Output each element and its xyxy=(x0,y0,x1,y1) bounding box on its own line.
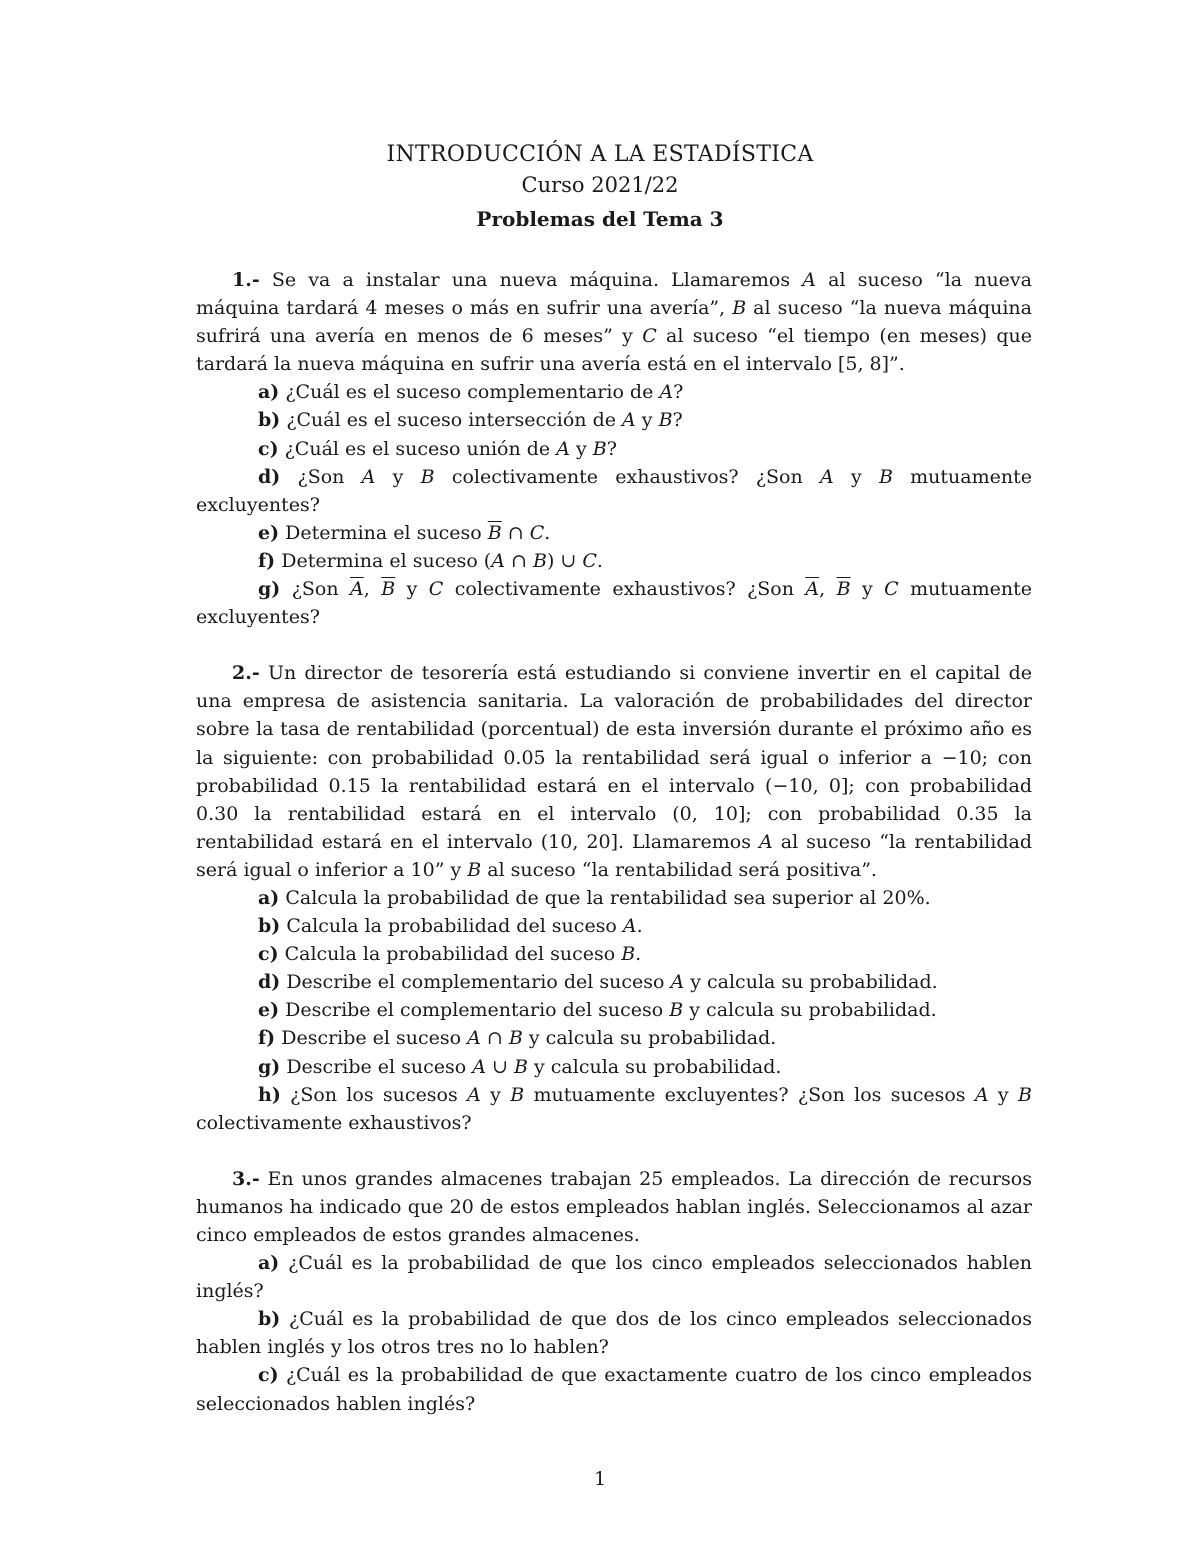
text-run: , xyxy=(363,578,382,601)
problem-subitem xyxy=(196,912,1032,940)
text-run: Describe el complementario del suceso xyxy=(279,999,670,1022)
problem-subitem xyxy=(196,1305,1032,1361)
problem-subitem xyxy=(196,463,1032,519)
text-run: al suceso “la nueva máquina sufrirá una avería en menos de 6 meses” y xyxy=(196,297,1032,348)
text-run: Calcula la probabilidad del suceso xyxy=(278,943,622,966)
text-run: Describe el suceso xyxy=(275,1027,468,1050)
course-label: Curso 2021/22 xyxy=(521,173,679,197)
problem-subitem xyxy=(196,940,1032,968)
text-run: ? xyxy=(606,437,617,460)
math-variable: A xyxy=(472,1055,486,1078)
math-variable: B xyxy=(878,465,893,488)
math-variable: A xyxy=(622,915,637,938)
text-run: y xyxy=(569,437,593,460)
text-run: ∩ xyxy=(501,521,530,544)
subitem-label: c) xyxy=(258,437,279,460)
problem-gap xyxy=(196,1137,1032,1165)
subitem-label: f) xyxy=(258,1027,276,1050)
math-variable: A xyxy=(467,1027,481,1050)
text-run: ¿Cuál es la probabilidad de que dos de los cinco empleados seleccionados hablen inglés y los otros tres no lo hablen? xyxy=(196,1308,1032,1359)
subitem-label: g) xyxy=(258,578,281,601)
subitem-label: e) xyxy=(258,521,280,544)
math-variable: B xyxy=(1018,1083,1032,1106)
math-complement: $\overline{B}$ xyxy=(836,578,851,601)
text-run: al suceso “la nueva máquina tardará 4 meses o más en sufrir una avería”, xyxy=(196,269,1032,320)
text-run: ¿Son xyxy=(280,465,362,488)
document-title: INTRODUCCIÓN A LA ESTADÍSTICA xyxy=(386,142,814,167)
problem-list xyxy=(196,266,1032,1418)
problem-subitem xyxy=(196,1024,1032,1052)
text-run: y xyxy=(635,409,659,432)
page-number: 1 xyxy=(593,1468,607,1490)
math-variable: B xyxy=(669,999,684,1022)
math-variable: A xyxy=(556,437,570,460)
text-run: y calcula su probabilidad. xyxy=(683,999,937,1022)
problem-subitem xyxy=(196,996,1032,1024)
problem-subitem xyxy=(196,968,1032,996)
subitem-label: a) xyxy=(258,1252,280,1275)
math-complement: $\overline{A}$ xyxy=(805,578,820,601)
subitem-label: b) xyxy=(258,1308,281,1331)
math-variable: A xyxy=(670,971,685,994)
subitem-label: c) xyxy=(258,943,279,966)
problem-subitem xyxy=(196,1053,1032,1081)
math-variable: C xyxy=(642,325,657,348)
math-variable: B xyxy=(658,409,673,432)
problem-statement xyxy=(196,1165,1032,1249)
text-run: ¿Cuál es el suceso unión de xyxy=(278,437,557,460)
text-run: Describe el suceso xyxy=(280,1055,473,1078)
text-run: ¿Cuál es el suceso complementario de xyxy=(279,381,660,404)
problem-subitem xyxy=(196,547,1032,575)
math-complement: $\overline{B}$ xyxy=(487,521,502,544)
math-variable: B xyxy=(514,1055,528,1078)
text-run: mutuamente excluyentes? xyxy=(196,578,1032,629)
problem-subitem xyxy=(196,575,1032,631)
text-run: ∩ xyxy=(504,549,533,572)
problem-subitem xyxy=(196,378,1032,406)
text-run: . xyxy=(635,943,642,966)
math-variable: C xyxy=(428,578,444,601)
text-run: Se va a instalar una nueva máquina. Llamaremos xyxy=(259,269,803,291)
text-run: mutuamente excluyentes? xyxy=(196,465,1032,516)
problem-statement xyxy=(196,266,1032,378)
math-complement: $\overline{B}$ xyxy=(381,578,396,601)
text-run: Calcula la probabilidad de que la rentabilidad sea superior al 20%. xyxy=(279,886,931,909)
problem-subitem xyxy=(196,884,1032,912)
subitem-label: a) xyxy=(258,886,280,909)
subitem-label: h) xyxy=(258,1083,281,1106)
math-variable: B xyxy=(510,1083,525,1106)
text-run: colectivamente exhaustivos? ¿Son xyxy=(443,578,806,601)
problem-number: 2.- xyxy=(232,662,260,685)
problem-number: 1.- xyxy=(232,269,260,291)
text-run: mutuamente excluyentes? ¿Son los sucesos xyxy=(524,1083,975,1106)
problem-subitem xyxy=(196,1249,1032,1305)
subitem-label: d) xyxy=(258,465,281,488)
math-variable: A xyxy=(802,269,816,291)
text-run: al suceso “la rentabilidad será igual o inferior a 10” y xyxy=(196,830,1032,881)
math-variable: C xyxy=(582,549,597,572)
problem-subitem xyxy=(196,1081,1032,1137)
math-variable: B xyxy=(532,549,547,572)
subitem-label: d) xyxy=(258,971,281,994)
math-variable: A xyxy=(467,1083,481,1106)
document-subtitle: Problemas del Tema 3 xyxy=(476,207,724,231)
text-run: ? xyxy=(673,381,684,404)
text-run: ? xyxy=(672,409,683,432)
subitem-label: b) xyxy=(258,915,281,938)
text-run: al suceso “la rentabilidad será positiva”. xyxy=(481,858,877,881)
text-run: y xyxy=(395,578,429,601)
text-run: y xyxy=(375,465,421,488)
problem-subitem xyxy=(196,435,1032,463)
problem-number: 3.- xyxy=(232,1167,260,1190)
text-run: ¿Son los sucesos xyxy=(280,1083,468,1106)
text-run: y xyxy=(480,1083,511,1106)
subitem-label: e) xyxy=(258,999,280,1022)
problem-subitem xyxy=(196,406,1032,434)
math-variable: A xyxy=(361,465,376,488)
math-variable: B xyxy=(420,465,435,488)
text-run: ¿Cuál es la probabilidad de que exactamente cuatro de los cinco empleados seleccionados hablen inglés? xyxy=(196,1364,1032,1415)
text-run: ¿Cuál es el suceso intersección de xyxy=(280,409,623,432)
text-run: Un director de tesorería está estudiando si conviene invertir en el capital de una empresa de asistencia sanitaria. La valoración de probabilidades del director sobre la tasa de rentabilidad (porcentual) de esta inversión durante el próximo año es la siguiente: con probabilidad 0.05 la rentabilidad será igual o inferior a −10; con probabilidad 0.15 la rentabilidad estará en el intervalo (−10, 0]; con probabilidad 0.30 la rentabilidad estará en el intervalo (0, 10]; con probabilidad 0.35 la rentabilidad estará en el intervalo (10, 20]. Llamaremos xyxy=(196,662,1032,853)
problem-statement xyxy=(196,659,1032,884)
text-run: En unos grandes almacenes trabajan 25 empleados. La dirección de recursos humanos ha indicado que 20 de estos empleados hablan inglés. Seleccionamos al azar cinco empleados de estos grandes almacenes. xyxy=(196,1167,1032,1246)
math-variable: B xyxy=(592,437,607,460)
math-variable: C xyxy=(529,521,545,544)
text-run: ¿Son xyxy=(280,578,351,601)
math-variable: B xyxy=(621,943,636,966)
problem-gap xyxy=(196,631,1032,659)
text-run: ∩ xyxy=(480,1027,509,1050)
math-variable: A xyxy=(819,465,834,488)
math-variable: A xyxy=(622,409,636,432)
text-run: . xyxy=(596,549,603,572)
text-run: . xyxy=(544,521,551,544)
subitem-label: b) xyxy=(258,409,281,432)
text-run: . xyxy=(636,915,643,938)
text-run: y xyxy=(833,465,879,488)
text-run: y calcula su probabilidad. xyxy=(527,1055,782,1078)
math-variable: C xyxy=(884,578,899,601)
math-variable: B xyxy=(508,1027,523,1050)
text-run: Describe el complementario del suceso xyxy=(280,971,671,994)
text-run: y xyxy=(850,578,885,601)
text-run: Calcula la probabilidad del suceso xyxy=(280,915,623,938)
text-run: y calcula su probabilidad. xyxy=(684,971,938,994)
text-run: ∪ xyxy=(486,1055,514,1078)
problem-subitem xyxy=(196,1361,1032,1417)
text-run: colectivamente exhaustivos? xyxy=(196,1111,472,1134)
subitem-label: a) xyxy=(258,381,280,404)
math-variable: A xyxy=(974,1083,989,1106)
math-variable: A xyxy=(491,549,505,572)
math-variable: A xyxy=(758,830,773,853)
text-run: y xyxy=(988,1083,1018,1106)
problem-subitem xyxy=(196,519,1032,547)
math-variable: B xyxy=(467,858,482,881)
subitem-label: f) xyxy=(258,549,276,572)
math-variable: A xyxy=(659,381,674,404)
text-run: ¿Cuál es la probabilidad de que los cinco empleados seleccionados hablen inglés? xyxy=(196,1252,1032,1303)
math-variable: B xyxy=(732,297,747,320)
subitem-label: g) xyxy=(258,1055,281,1078)
text-run: , xyxy=(819,578,837,601)
text-run: y calcula su probabilidad. xyxy=(522,1027,777,1050)
text-run: al suceso “el tiempo (en meses) que tardará la nueva máquina en sufrir una avería está en el intervalo [5, 8]”. xyxy=(196,325,1033,376)
text-run: Determina el suceso ( xyxy=(275,549,492,572)
text-run: ) ∪ xyxy=(546,549,583,572)
text-run: colectivamente exhaustivos? ¿Son xyxy=(434,465,820,488)
math-complement: $\overline{A}$ xyxy=(350,578,364,601)
text-run: Determina el suceso xyxy=(279,521,488,544)
subitem-label: c) xyxy=(258,1364,279,1387)
